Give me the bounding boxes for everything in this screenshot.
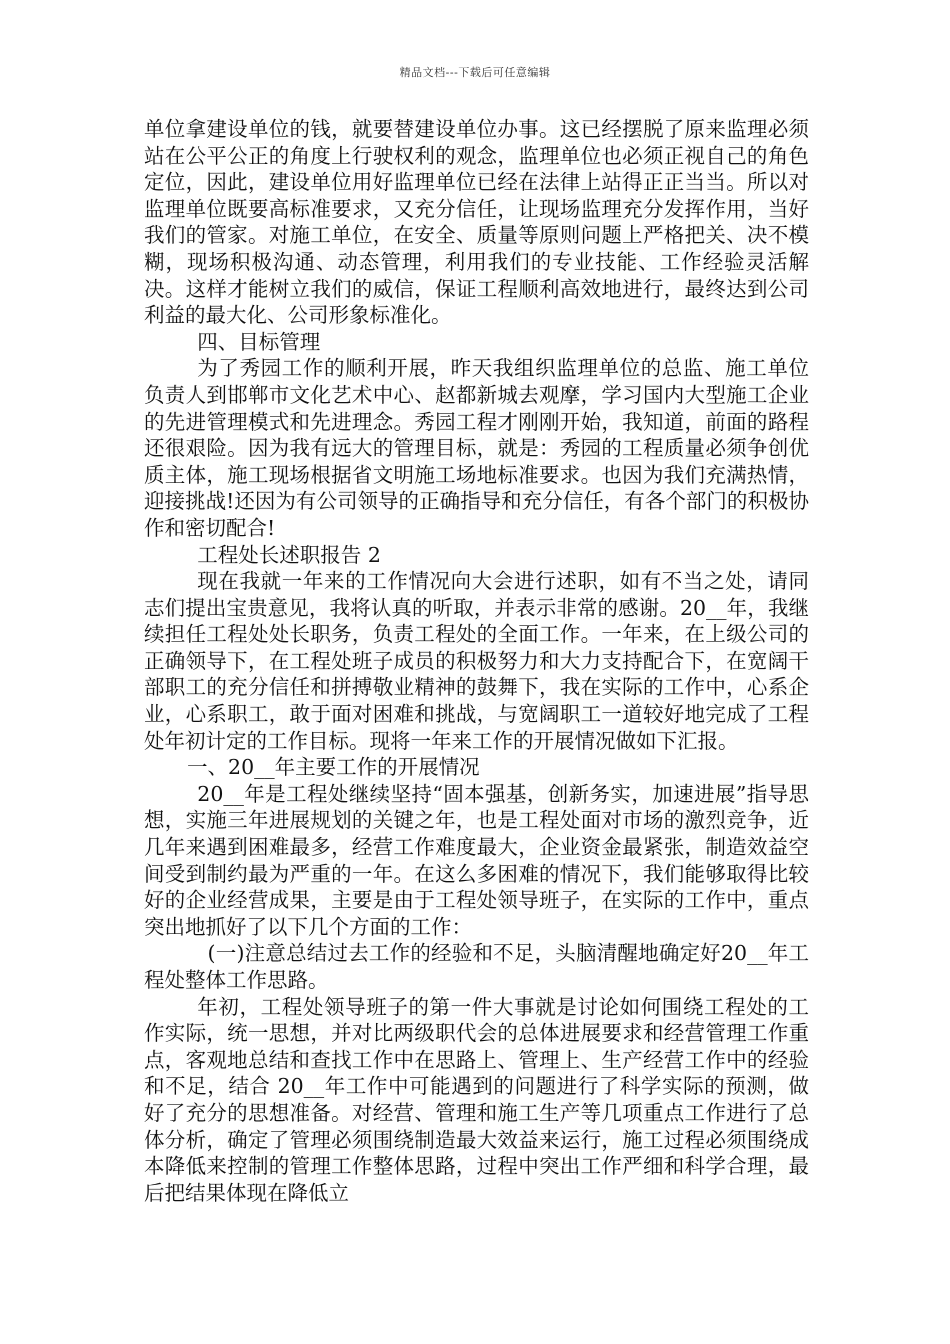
paragraph-work-thinking: 年初，工程处领导班子的第一件大事就是讨论如何围绕工程处的工作实际，统一思想，并对比两级职代会的总体进展要求和经营管理工作重点，客观地总结和查找工作中在思路上、管理上、生产经营工作中的经验和不足，结合 20__年工作中可能遇到的问题进行了科学实际的预测，做好了充分的思想准备。对经营、管理和施工生产等几项重点工作进行了总体分析，确定了管理必须围绕制造最大效益来运行，施工过程必须围绕成本降低来控制的管理工作整体思路，过程中突出工作严细和科学合理，最后把结果体现在降低立	[144, 994, 809, 1205]
paragraph-introduction: 现在我就一年来的工作情况向大会进行述职，如有不当之处，请同志们提出宝贵意见，我将认真的听取，并表示非常的感谢。20__年，我继续担任工程处处长职务，负责工程处的全面工作。一年来，在上级公司的正确领导下，在工程处班子成员的积极努力和大力支持配合下，在宽阔干部职工的充分信任和拼搏敬业精神的鼓舞下，我在实际的工作中，心系企业，心系职工，敢于面对困难和挑战，与宽阔职工一道较好地完成了工程处年初计定的工作目标。现将一年来工作的开展情况做如下汇报。	[144, 569, 809, 753]
document-body	[144, 116, 809, 1206]
paragraph-target-management: 为了秀园工作的顺利开展，昨天我组织监理单位的总监、施工单位负责人到邯郸市文化艺术中心、赵都新城去观摩，学习国内大型施工企业的先进管理模式和先进理念。秀园工程才刚刚开始，我知道，前面的路程还很艰险。因为我有远大的管理目标，就是：秀园的工程质量必须争创优质主体，施工现场根据省文明施工场地标准要求。也因为我们充满热情，迎接挑战!还因为有公司领导的正确指导和充分信任，有各个部门的积极协作和密切配合!	[144, 356, 809, 540]
section-heading-main-work: 一、20__年主要工作的开展情况	[187, 755, 480, 780]
section-heading-target-management: 四、目标管理	[197, 329, 321, 354]
report-title: 工程处长述职报告 2	[197, 542, 381, 567]
paragraph-main-work: 20__年是工程处继续坚持“固本强基，创新务实，加速进展”指导思想，实施三年进展规划的关键之年，也是工程处面对市场的激烈竞争，近几年来遇到困难最多，经营工作难度最大，企业资金最紧张，制造效益空间受到制约最为严重的一年。在这么多困难的情况下，我们能够取得比较好的企业经营成果，主要是由于工程处领导班子，在实际的工作中，重点突出地抓好了以下几个方面的工作：	[144, 781, 809, 939]
page-header: 精品文档---下载后可任意编辑	[399, 66, 551, 79]
paragraph-continuation: 单位拿建设单位的钱，就要替建设单位办事。这已经摆脱了原来监理必须站在公平公正的角度上行驶权利的观念，监理单位也必须正视自己的角色定位，因此，建设单位用好监理单位已经在法律上站得正正当当。所以对监理单位既要高标准要求，又充分信任，让现场监理充分发挥作用，当好我们的管家。对施工单位，在安全、质量等原则问题上严格把关、决不模糊，现场积极沟通、动态管理，利用我们的专业技能、工作经验灵活解决。这样才能树立我们的威信，保证工程顺利高效地进行，最终达到公司利益的最大化、公司形象标准化。	[144, 117, 809, 328]
subsection-heading-work-thinking: (一)注意总结过去工作的经验和不足，头脑清醒地确定好20__年工程处整体工作思路。	[144, 941, 809, 992]
